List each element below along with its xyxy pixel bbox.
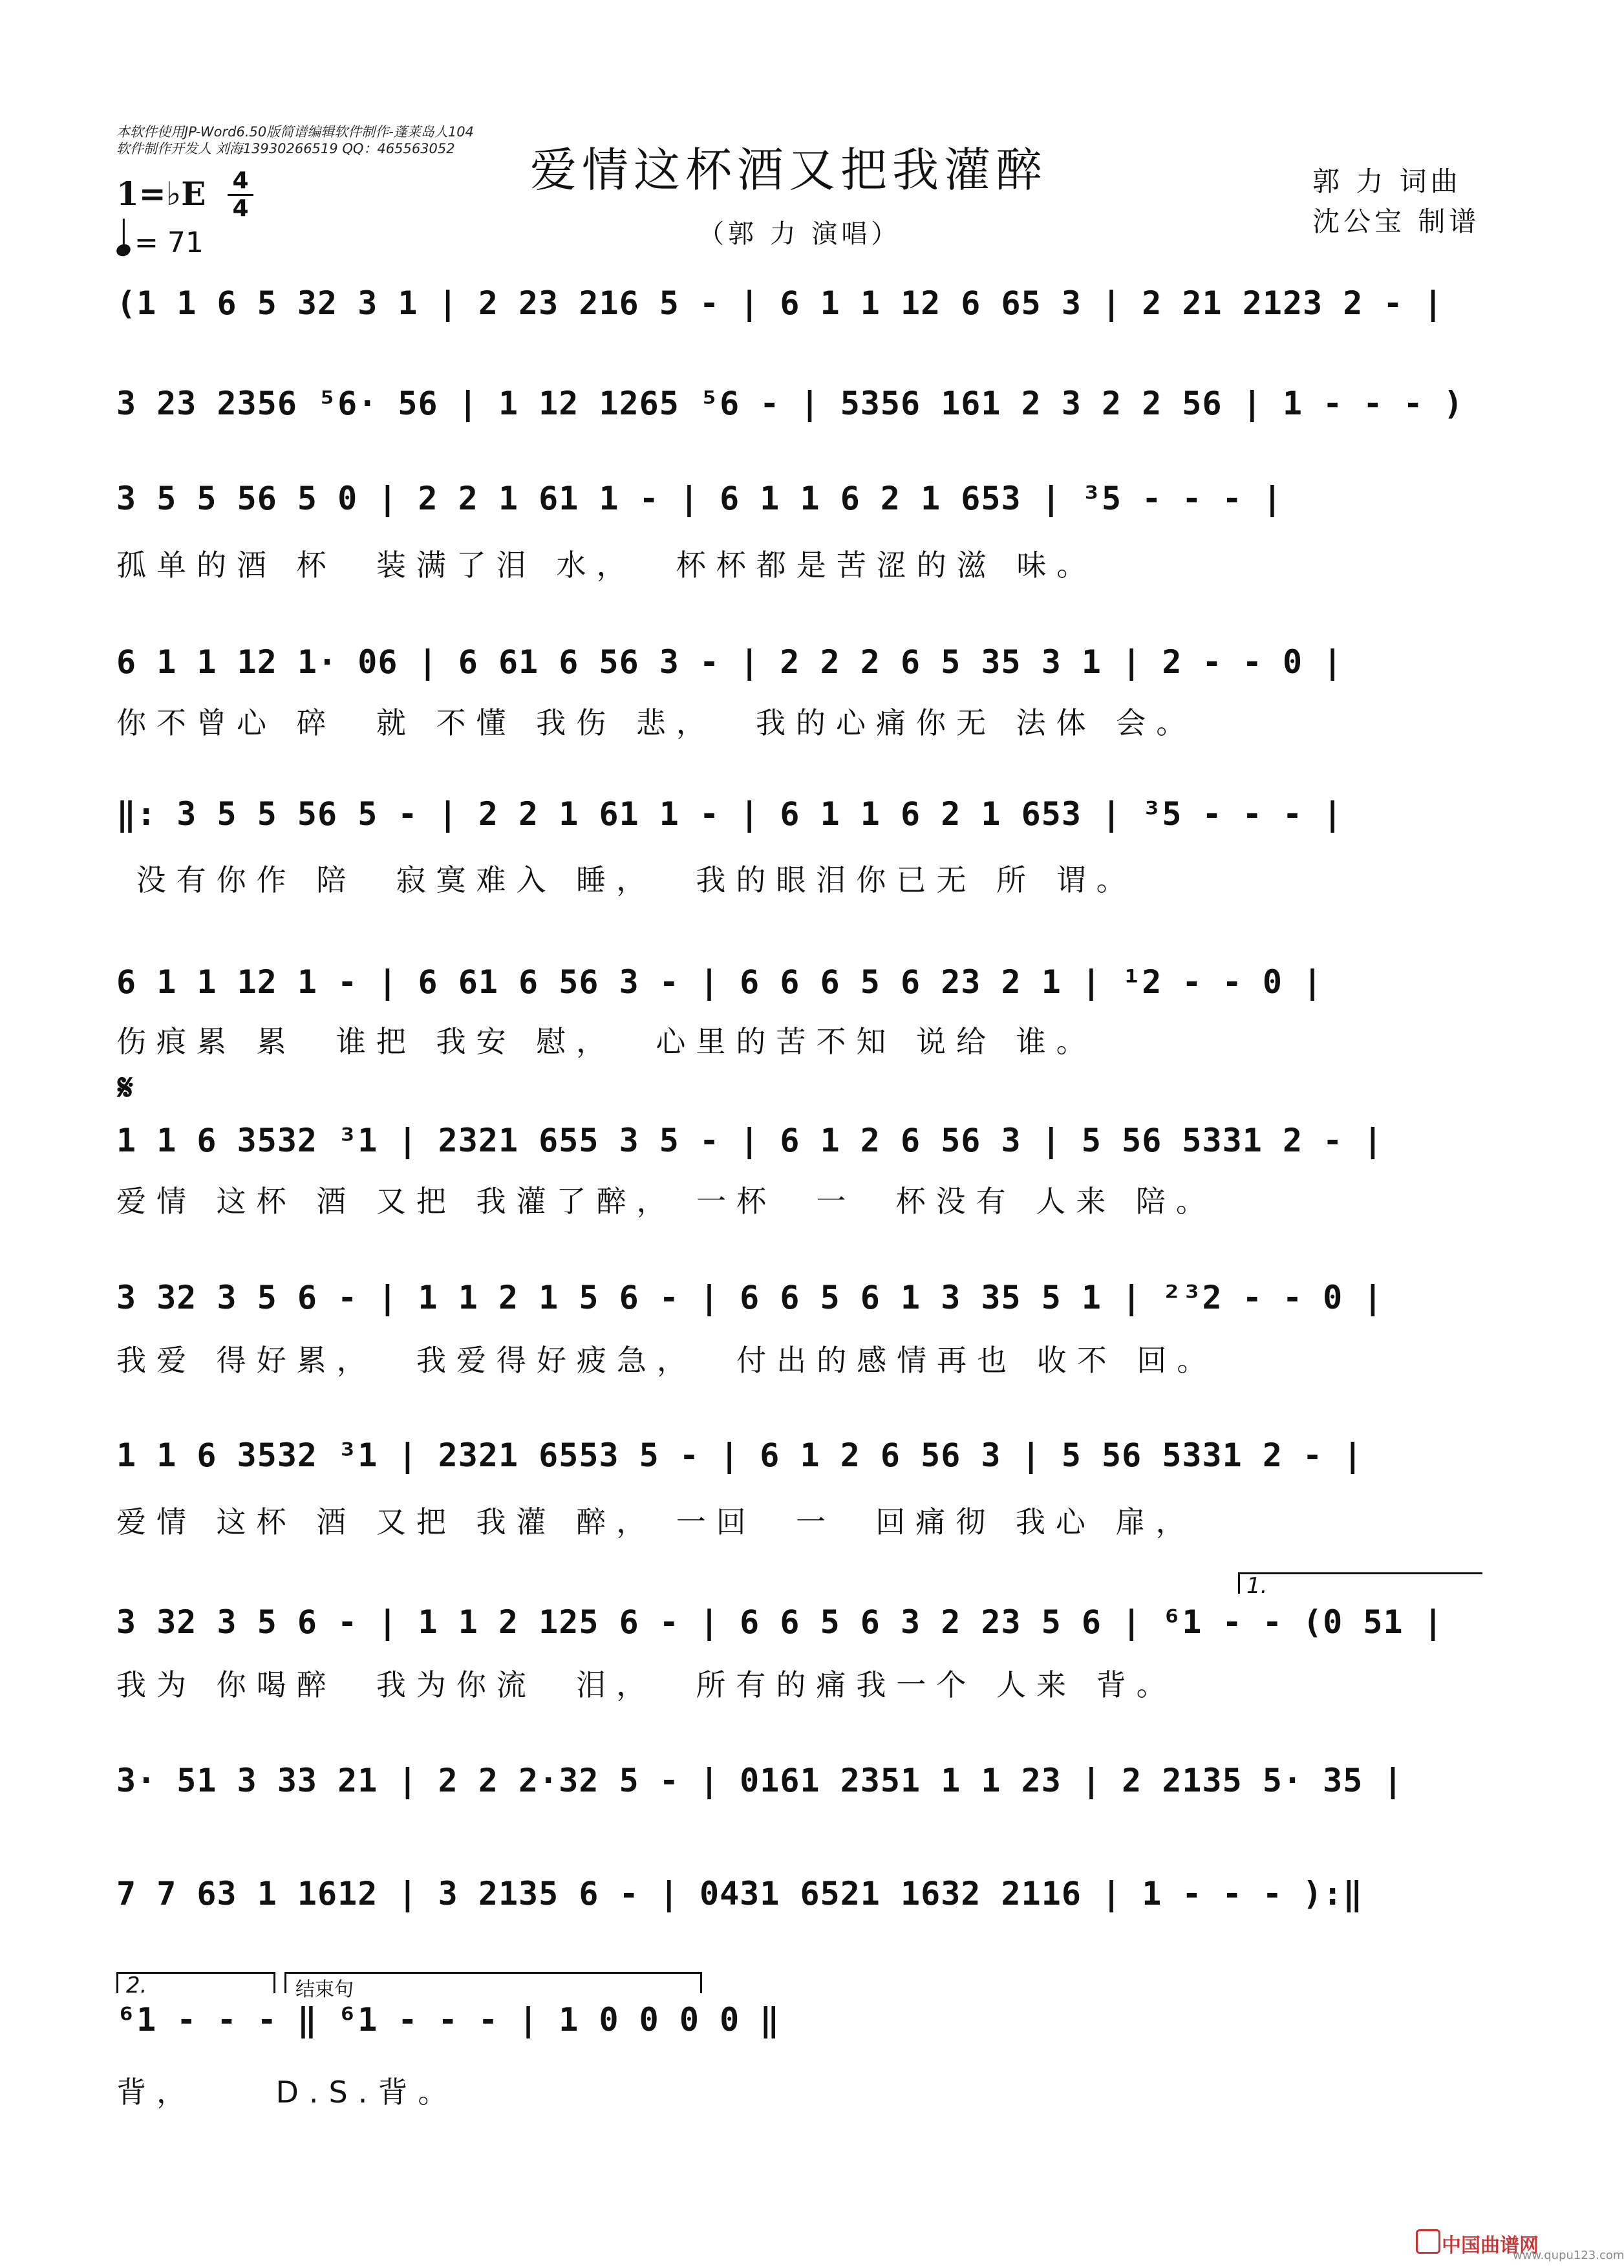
software-credit-line-1: 本软件使用JP-Word6.50版简谱编辑软件制作-蓬莱岛人104: [116, 124, 474, 140]
notation-system-8: 3 32 3 5 6 - | 1 1 2 1 5 6 - | 6 6 5 6 1 3 35 5 1 | ²³2 - - 0 |: [116, 1279, 1384, 1316]
notation-system-3: 3 5 5 56 5 0 | 2 2 1 61 1 - | 6 1 1 6 2 1 653 | ³5 - - - |: [116, 480, 1283, 517]
watermark-text: 中国曲谱网: [1442, 2234, 1539, 2257]
notation-system-7: 1 1 6 3532 ³1 | 2321 655 3 5 - | 6 1 2 6 56 3 | 5 56 5331 2 - |: [116, 1122, 1384, 1159]
notation-system-5: ‖: 3 5 5 56 5 - | 2 2 1 61 1 - | 6 1 1 6 2 1 653 | ³5 - - - |: [116, 795, 1343, 833]
quarter-note-icon: [115, 242, 133, 258]
singer-credit: （郭 力 演唱）: [698, 219, 901, 249]
key-signature: 1=♭E: [116, 175, 206, 213]
software-credit-line-2: 软件制作开发人 刘海13930266519 QQ：465563052: [116, 141, 455, 156]
lyrics-line-13: 背， D.S.背。: [116, 2075, 458, 2110]
notation-system-10: 3 32 3 5 6 - | 1 1 2 125 6 - | 6 6 5 6 3 2 23 5 6 | ⁶1 - - (0 51 |: [116, 1603, 1444, 1641]
notation-system-4: 6 1 1 12 1· 06 | 6 61 6 56 3 - | 2 2 2 6 5 35 3 1 | 2 - - 0 |: [116, 643, 1343, 681]
notation-system-13: ⁶1 - - - ‖ ⁶1 - - - | 1 0 0 0 0 ‖: [116, 2001, 780, 2038]
ending-bracket: [284, 1972, 702, 2001]
notation-system-12: 7 7 63 1 1612 | 3 2135 6 - | 0431 6521 1632 2116 | 1 - - - ):‖: [116, 1875, 1363, 1912]
lyrics-line-7: 爱情 这杯 酒 又把 我灌了醉， 一杯 一 杯没有 人来 陪。: [116, 1184, 1216, 1219]
volta-1-label: 1.: [1246, 1573, 1268, 1599]
watermark-url: www.qupu123.com: [1513, 2249, 1624, 2262]
segno-sign: 𝄋: [118, 1067, 134, 1109]
lyrics-line-4: 你不曾心 碎 就 不懂 我伤 悲， 我的心痛你无 法体 会。: [116, 705, 1197, 740]
song-title: 爱情这杯酒又把我灌醉: [530, 143, 1048, 197]
lyrics-line-9: 爱情 这杯 酒 又把 我灌 醉， 一回 一 回痛彻 我心 扉，: [116, 1504, 1196, 1539]
notation-system-1: (1 1 6 5 32 3 1 | 2 23 216 5 - | 6 1 1 12 6 65 3 | 2 21 2123 2 - |: [116, 284, 1444, 322]
volta-2-bracket: [116, 1972, 275, 1998]
arranger: 沈公宝 制谱: [1312, 206, 1480, 237]
lyrics-line-6: 伤痕累 累 谁把 我安 慰， 心里的苦不知 说给 谁。: [116, 1024, 1096, 1059]
ending-label: 结束句: [295, 1978, 354, 2001]
watermark-logo-icon: [1416, 2229, 1440, 2254]
lyrics-line-8: 我爱 得好累， 我爱得好疲急， 付出的感情再也 收不 回。: [116, 1343, 1217, 1378]
volta-1-bracket: [1238, 1572, 1482, 1599]
notation-system-9: 1 1 6 3532 ³1 | 2321 6553 5 - | 6 1 2 6 56 3 | 5 56 5331 2 - |: [116, 1437, 1363, 1474]
notation-system-11: 3· 51 3 33 21 | 2 2 2·32 5 - | 0161 2351 1 1 23 | 2 2135 5· 35 |: [116, 1762, 1404, 1799]
lyrics-line-10: 我为 你喝醉 我为你流 泪， 所有的痛我一个 人来 背。: [116, 1667, 1177, 1702]
time-signature-bottom: 4: [232, 195, 249, 222]
volta-2-label: 2.: [126, 1973, 147, 1998]
tempo-marking: [116, 226, 204, 259]
lyrics-line-3: 孤单的酒 杯 装满了泪 水， 杯杯都是苦涩的滋 味。: [116, 548, 1097, 583]
time-signature-top: 4: [232, 167, 249, 194]
notation-system-2: 3 23 2356 ⁵6· 56 | 1 12 1265 ⁵6 - | 5356 161 2 3 2 2 56 | 1 - - - ): [116, 385, 1464, 422]
tempo-value: = 71: [134, 226, 204, 259]
lyricist-composer: 郭 力 词曲: [1312, 166, 1462, 197]
notation-system-6: 6 1 1 12 1 - | 6 61 6 56 3 - | 6 6 6 5 6 23 2 1 | ¹2 - - 0 |: [116, 963, 1323, 1001]
time-signature: [228, 169, 253, 220]
lyrics-line-5: 没有你作 陪 寂寞难入 睡， 我的眼泪你已无 所 谓。: [116, 862, 1137, 897]
